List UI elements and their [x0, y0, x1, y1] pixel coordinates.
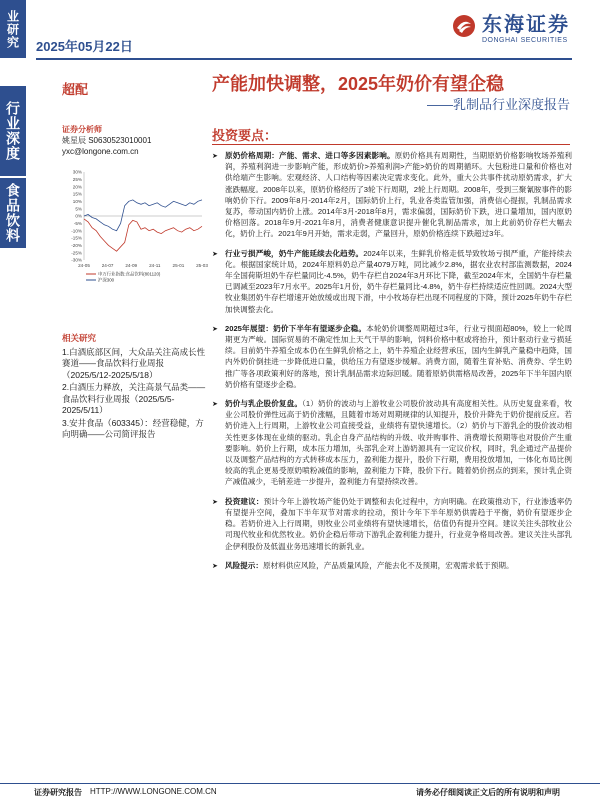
logo-name-cn: 东海证券: [482, 12, 570, 36]
key-point-paragraph: [212, 150, 572, 240]
paragraph-text: 预计今年上游牧场产能仍处于调整和去化过程中，方向明确。在政策推动下，行业渗透率仍有望提升空间，叠加下半年双节对需求的拉动，预计今年下半年原奶供需趋于平衡，奶价有望逐步企稳。若奶价进入上行周期，则牧业公司业绩将有望快速增长，估值仍有提升空间。建议关注头部牧业公司现代牧业和优然牧业。奶价企稳后带动下游乳企盈利能力提升，行业竞争格局改善。建议关注头部乳企伊利股份及低温业务迅速增长的新乳业。: [225, 496, 573, 551]
key-points-divider: [212, 144, 570, 145]
arrow-bullet-icon: ➤: [212, 401, 218, 409]
footer-divider: [0, 783, 600, 784]
key-point-paragraph: [212, 323, 572, 390]
analyst-name: 姚星辰 S0630523010001: [62, 136, 152, 145]
x-tick-label: 25-01: [172, 263, 185, 268]
x-tick-label: 24-05: [78, 263, 90, 268]
x-tick-label: 24-07: [101, 263, 114, 268]
footer-disclaimer: 请务必仔细阅读正文后的所有说明和声明: [416, 788, 560, 797]
y-tick-label: 20%: [72, 184, 82, 190]
y-tick-label: -20%: [71, 242, 82, 248]
report-title: 产能加快调整，2025年奶价有望企稳: [212, 74, 505, 94]
x-tick-label: 25-03: [196, 263, 208, 268]
header-divider: [36, 58, 572, 60]
analyst-label: 证券分析师: [62, 125, 102, 134]
y-tick-label: -30%: [71, 257, 82, 263]
y-tick-label: 10%: [72, 198, 82, 204]
report-date: 2025年05月22日: [36, 39, 133, 54]
y-tick-label: 0%: [75, 213, 82, 219]
analyst-info: [62, 124, 151, 157]
rating-badge: 超配: [62, 82, 89, 97]
related-research: [62, 333, 206, 442]
y-tick-label: -10%: [71, 228, 82, 234]
logo-name-en: DONGHAI SECURITIES: [482, 37, 568, 44]
related-label: 相关研究: [62, 333, 97, 343]
arrow-bullet-icon: ➤: [212, 562, 218, 570]
analyst-email[interactable]: yxc@longone.com.cn: [62, 147, 139, 156]
paragraph-heading: 2025年展望：奶价下半年有望逐步企稳。: [225, 323, 367, 333]
related-item[interactable]: 1.白酒底部区间，大众品关注高成长性赛道——食品饮料行业周报（2025/5/12-2025/5/18）: [62, 346, 206, 380]
key-point-paragraph: [212, 398, 572, 488]
key-points-body: [212, 150, 572, 579]
company-logo: [452, 8, 570, 44]
x-tick-label: 24-11: [149, 263, 161, 268]
arrow-bullet-icon: ➤: [212, 325, 218, 333]
paragraph-heading: 奶价与乳企股价复盘。: [225, 399, 303, 409]
paragraph-text: 原材料供应风险，产品质量风险，产能去化不及预期，宏观需求低于预期。: [262, 560, 514, 570]
y-tick-label: -5%: [73, 220, 82, 226]
y-tick-label: 30%: [72, 169, 82, 175]
paragraph-heading: 行业亏损严峻，奶牛产能延续去化趋势。: [225, 248, 364, 258]
paragraph-heading: 投资建议：: [225, 496, 264, 506]
related-item[interactable]: 3.安井食品（603345）：经营稳健，方向明确——公司简评报告: [62, 417, 204, 439]
key-point-paragraph: [212, 560, 572, 571]
y-tick-label: 5%: [75, 206, 82, 212]
paragraph-heading: 风险提示：: [225, 560, 263, 570]
donghai-logo-icon: [452, 14, 476, 38]
series-line: [84, 200, 202, 231]
paragraph-heading: 原奶价格周期：产能、需求、进口等多因素影响。: [225, 151, 395, 160]
y-tick-label: -25%: [71, 250, 82, 256]
industry-tab: 食品饮料: [0, 178, 26, 248]
key-point-paragraph: [212, 496, 572, 552]
key-point-paragraph: [212, 248, 572, 315]
paragraph-text: 本轮奶价调整周期超过3年，行业亏损面超80%，较上一轮周期更为严峻。国际贸易的不确定性加上天气干旱的影响，饲料价格中枢或将抬升，预计驱动行业亏损延续。目前奶牛养殖全成本仍在生鲜乳价格之上，奶牛养殖企业经营承压，国内生鲜乳产量稳中趋降，国内外奶价倒挂进一步降低进口量，供给压力有望逐步缓解。消费方面，随着生育补贴、消费券、学生奶推广等各项政策利好的落地，预计乳制品需求边际回暖。随着原奶供需格局改善，2025年下半年国内原奶价格有望逐步企稳。: [225, 323, 572, 389]
arrow-bullet-icon: ➤: [212, 250, 218, 258]
footer-website-link[interactable]: HTTP://WWW.LONGONE.COM.CN: [90, 787, 217, 796]
related-item[interactable]: 2.白酒压力释放，关注高景气品类——食品饮料行业周报（2025/5/5-2025/5/11）: [62, 382, 206, 415]
depth-report-tab: 行业深度: [0, 86, 26, 176]
y-tick-label: 25%: [72, 176, 82, 182]
key-points-title: 投资要点：: [212, 128, 278, 143]
report-subtitle: ——乳制品行业深度报告: [426, 97, 570, 112]
paragraph-text: 2024年以来，生鲜乳价格走低导致牧场亏损严重，产能持续去化。根据国家统计局，2024年原料奶总产量4079万吨，同比减少2.8%，据农业农村部监测数据，2024年全国荷斯坦奶牛存栏量同比-4.5%，奶牛存栏自2024年3月环比下降，截至2024年末，全国奶牛存栏量已调减至2023年7月水平。2025年1月份，奶牛存栏量同比-4.8%，奶牛存栏持续适应性回调。2024大型牧业集团奶牛存栏增速开始放缓或出现下滑，中小牧场存栏出现不同程度的下降，预计2025年奶牛存栏加快调整去化。: [225, 248, 573, 314]
y-tick-label: -15%: [71, 235, 82, 241]
paragraph-text: 原奶价格具有周期性，当期原奶价格影响牧场养殖利润，养殖利润进一步影响产能，形成奶价>养殖利润>产能>奶价的周期循环。大包粉进口量和价格也对供给端产生影响。宏观经济、人口结构等因素决定需求变化。此外，重大公共事件扰动原奶需求，扩大涨跌幅度。2008年以来，原奶价格经历了3轮下行周期，2轮上行周期。2008年，受到三聚氰胺事件的影响奶价下行。2009年8月-2014年2月，国际奶价上行，乳业各类监管加强，消费信心提振，乳制品需求复苏，带动国内奶价上涨。2014年3月-2018年8月，需求偏弱，国际奶价下跌，进口量增加，国内原奶价格回落。2018年9月-2021年8月，消费者健康意识提升催化乳制品需求，加上此前奶价存栏大幅去化，奶价上行。2021年9月开始，需求走弱，产量回升，原奶价格连续下跌超过3年。: [225, 151, 572, 239]
legend-label: 沪深300: [98, 277, 115, 283]
report-type-tab: 业研究: [0, 0, 26, 58]
arrow-bullet-icon: ➤: [212, 153, 218, 160]
arrow-bullet-icon: ➤: [212, 498, 218, 506]
paragraph-text: （1）奶价的波动与上游牧业公司股价波动具有高度相关性。从历史复盘来看，牧业公司股价弹性远高于奶价涨幅，且随着市场对周期规律的认知提升，股价升降先于奶价提前反应。若奶价进入上行周期，上游牧业公司直接受益，业绩将有望快速增长。（2）奶价与下游乳企的股价波动相关性更多体现在业绩的驱动。乳企自身产品结构的升级、收并购事件、消费增长预期等也对股价产生重要影响。奶价上行期，成本压力增加，头部乳企对上游奶源具有一定议价权，同时，乳企通过产品提价以及调整产品结构的方式转移成本压力，盈利能力提升，股价下行期，费用投放增加，一体化布局比例较高的乳企更易受原奶喷粉减值的影响，盈利能力下降，股价下行。随着奶价拐点的到来，预计乳企资产减值减少，毛销差进一步提升，盈利能力有望持续改善。: [225, 399, 573, 487]
x-tick-label: 24-09: [125, 263, 138, 268]
footer-report-type: 证券研究报告: [34, 788, 82, 797]
price-performance-chart: [62, 168, 206, 288]
y-tick-label: 15%: [72, 191, 82, 197]
series-line: [84, 219, 202, 251]
legend-label: 申万行业指数:食品饮料(801120): [98, 271, 161, 277]
